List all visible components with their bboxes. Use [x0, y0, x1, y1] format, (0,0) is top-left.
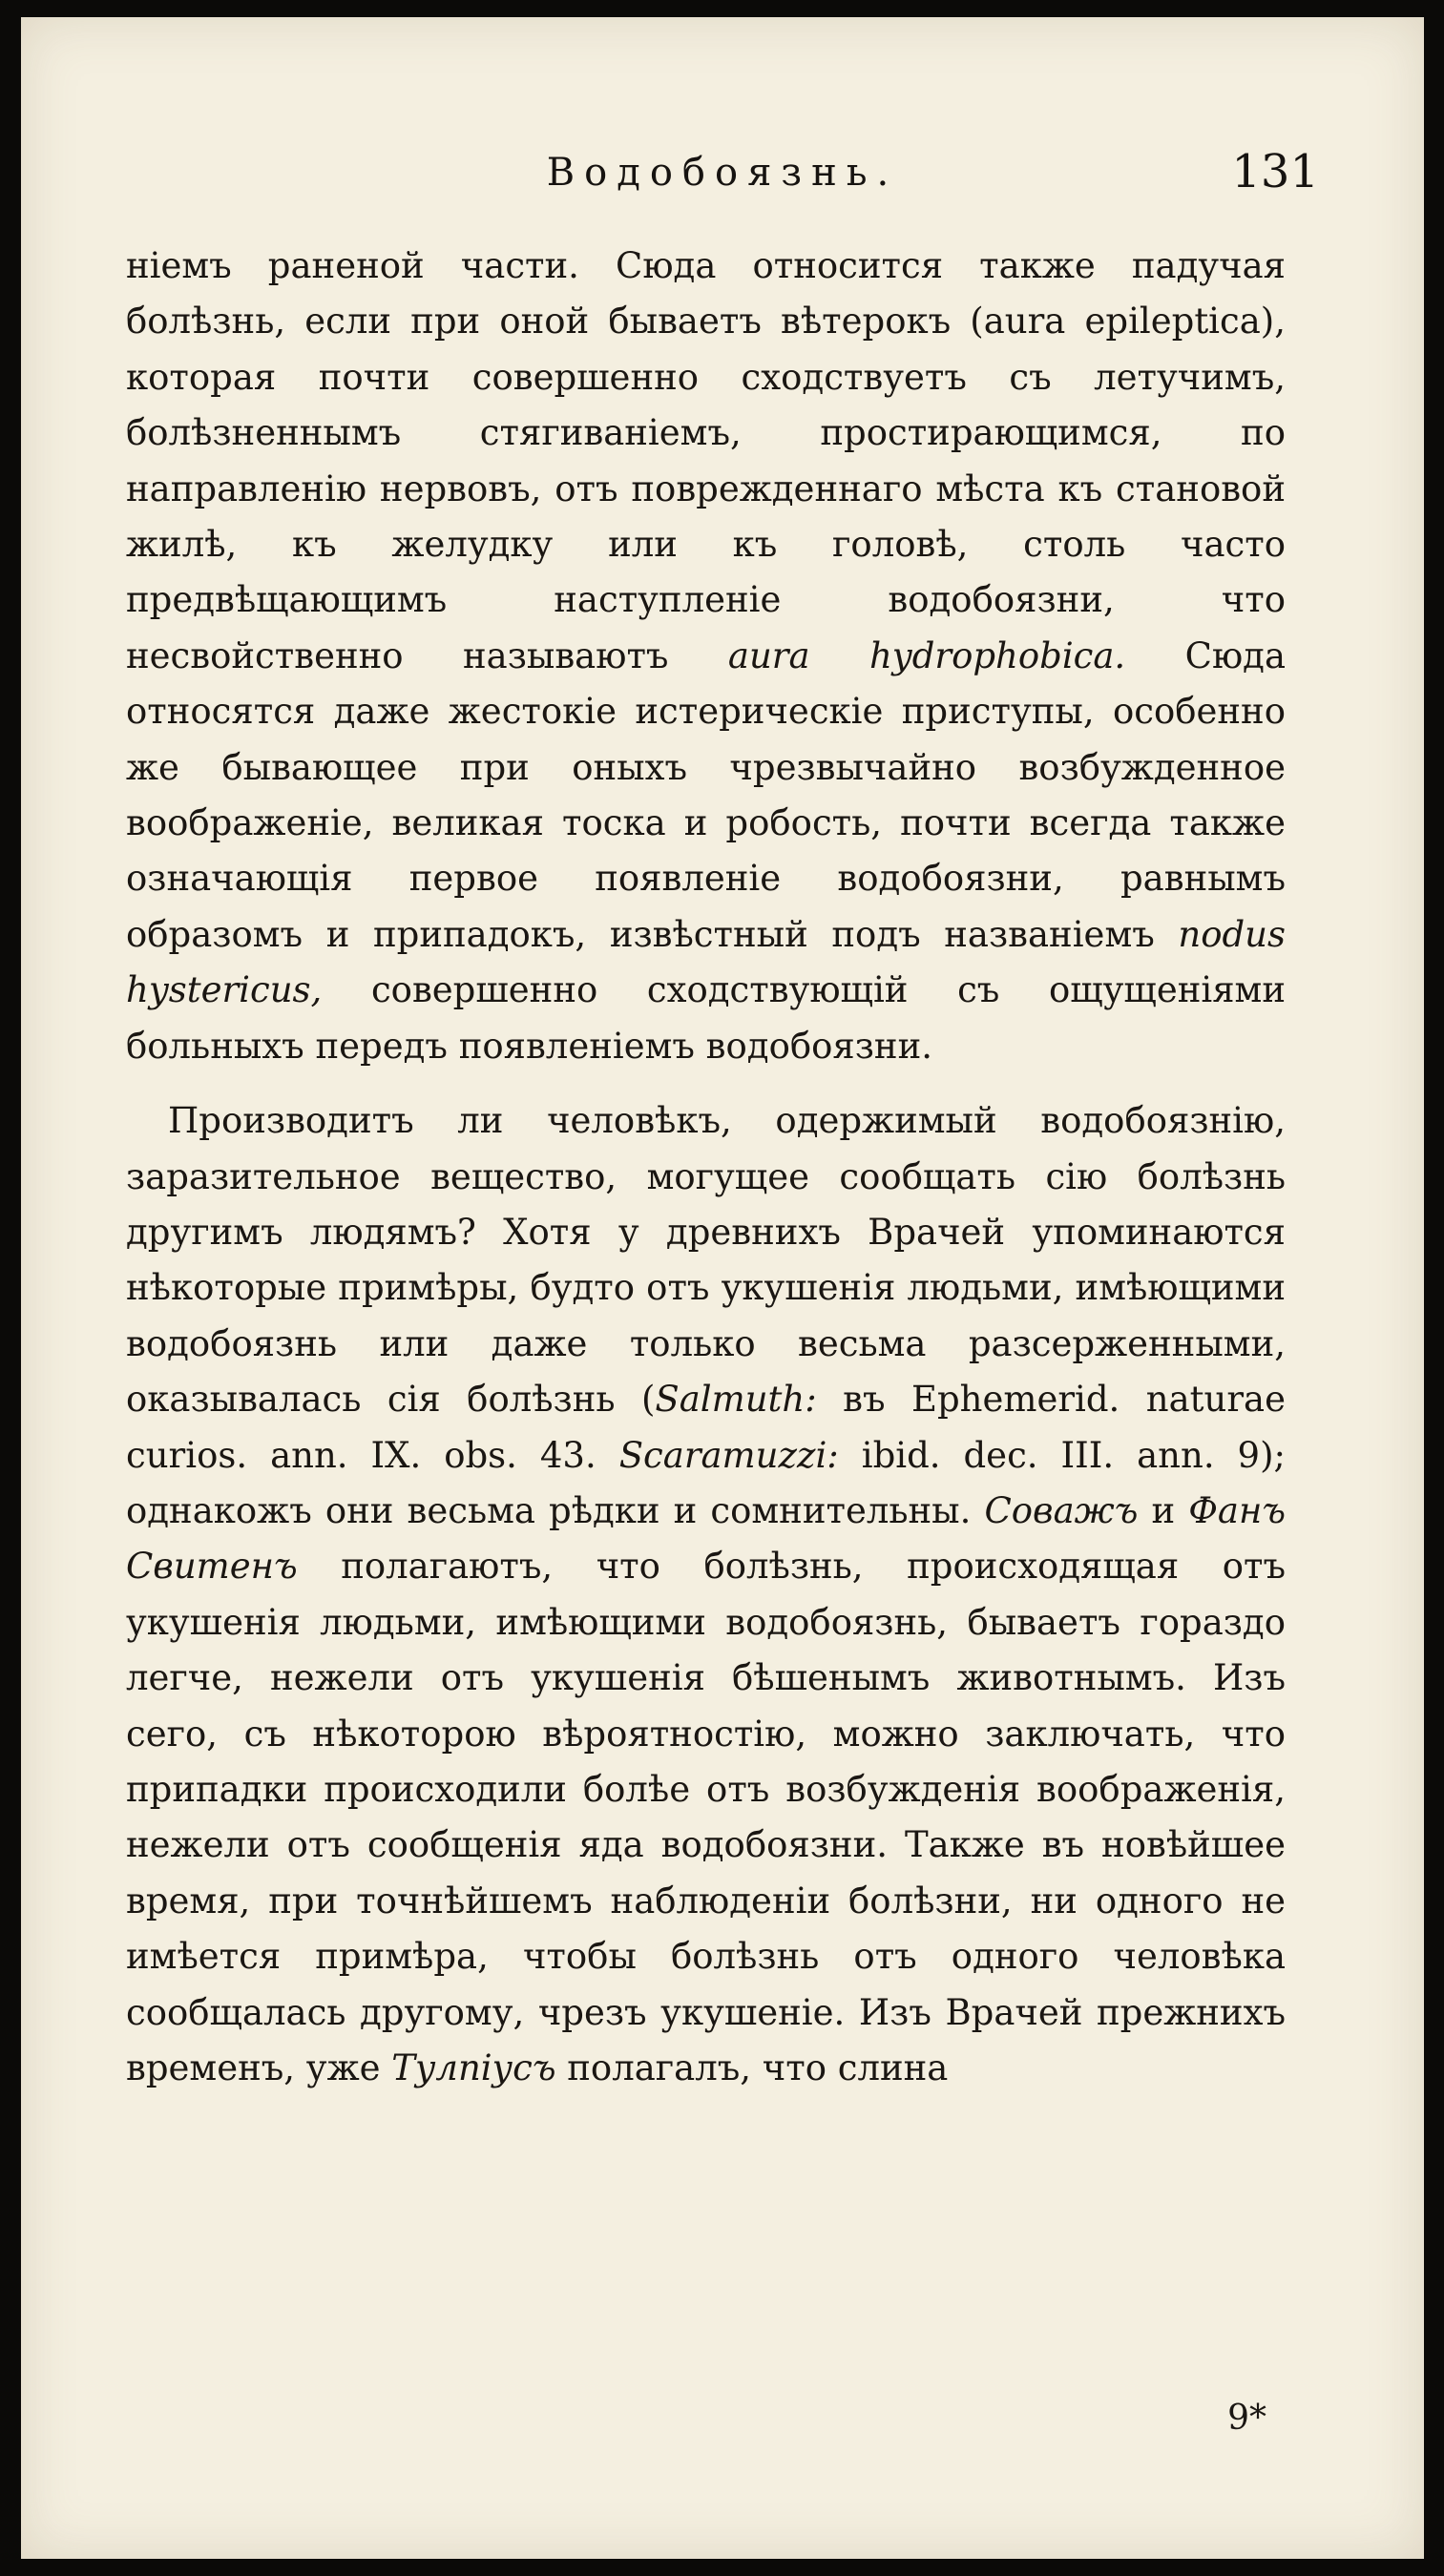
paragraph-2-text-1: Производитъ ли человѣкъ, одержимый водобоязнію, заразительное вещество, могущее сообщать сію болѣзнь другимъ людямъ? Хотя у древнихъ Врачей упоминаются нѣкоторые примѣры, будто отъ укушенія людьми, имѣющими водобоязнь или даже только весьма разсерженными, оказывалась сія болѣзнь (	[126, 1100, 1286, 1421]
paragraph-2-italic-author-2: Scaramuzzi:	[618, 1434, 839, 1476]
paragraph-1-text-2: Сюда относятся даже жестокіе истерическіе приступы, особенно же бывающее при оныхъ чрезвычайно возбужденное воображеніе, великая тоска и робость, почти всегда также означающія первое появленіе водобоязни, равнымъ образомъ и припадокъ, извѣстный подъ названіемъ	[126, 634, 1286, 955]
paragraph-2-text-2: въ Ephemerid. naturae curios. ann. IX. obs. 43.	[126, 1379, 1286, 1476]
paragraph-2-italic-author-4: Фанъ Свитенъ	[126, 1489, 1287, 1588]
paragraph-2-text-3: ibid. dec. III. ann. 9); однакожъ они весьма рѣдки и сомнительны.	[126, 1434, 1286, 1531]
paragraph-1-italic-term-2: nodus hystericus,	[126, 913, 1286, 1011]
signature-mark: 9*	[1227, 2399, 1266, 2438]
paragraph-2	[126, 1093, 1286, 2096]
paragraph-2-italic-author-3: Соважъ	[984, 1489, 1139, 1531]
body-text	[126, 239, 1286, 2096]
paragraph-1	[126, 239, 1286, 1074]
paragraph-2-text-6: полагалъ, что слина	[555, 2047, 949, 2088]
page-header	[21, 145, 1424, 218]
page-number: 131	[1231, 145, 1319, 198]
running-head: Водобоязнь.	[546, 151, 899, 195]
paragraph-1-text-1: ніемъ раненой части. Сюда относится также падучая болѣзнь, если при оной бываетъ вѣтерокъ (aura epileptica), которая почти совершенно сходствуетъ съ летучимъ, болѣзненнымъ стягиваніемъ, простирающимся, по направленію нервовъ, отъ поврежденнаго мѣста къ становой жилѣ, къ желудку или къ головѣ, столь часто предвѣщающимъ наступленіе водобоязни, что несвойственно называютъ	[126, 245, 1286, 676]
paragraph-2-italic-author-1: Salmuth:	[655, 1379, 817, 1421]
paragraph-1-italic-term-1: aura hydrophobica.	[727, 634, 1126, 676]
paragraph-2-text-4: и	[1138, 1489, 1189, 1531]
book-page	[21, 17, 1424, 2559]
paragraph-2-text-5: полагаютъ, что болѣзнь, происходящая отъ укушенія людьми, имѣющими водобоязнь, бываетъ гораздо легче, нежели отъ укушенія бѣшенымъ животнымъ. Изъ сего, съ нѣкоторою вѣроятностію, можно заключать, что припадки происходили болѣе отъ возбужденія воображенія, нежели отъ сообщенія яда водобоязни. Также въ новѣйшее время, при точнѣйшемъ наблюденіи болѣзни, ни одного не имѣется примѣра, чтобы болѣзнь отъ одного человѣка сообщалась другому, чрезъ укушеніе. Изъ Врачей прежнихъ временъ, уже	[126, 1546, 1286, 2088]
paragraph-1-text-3: совершенно сходствующій съ ощущеніями больныхъ передъ появленіемъ водобоязни.	[126, 969, 1286, 1067]
paragraph-2-italic-author-5: Тулпіусъ	[391, 2047, 556, 2088]
